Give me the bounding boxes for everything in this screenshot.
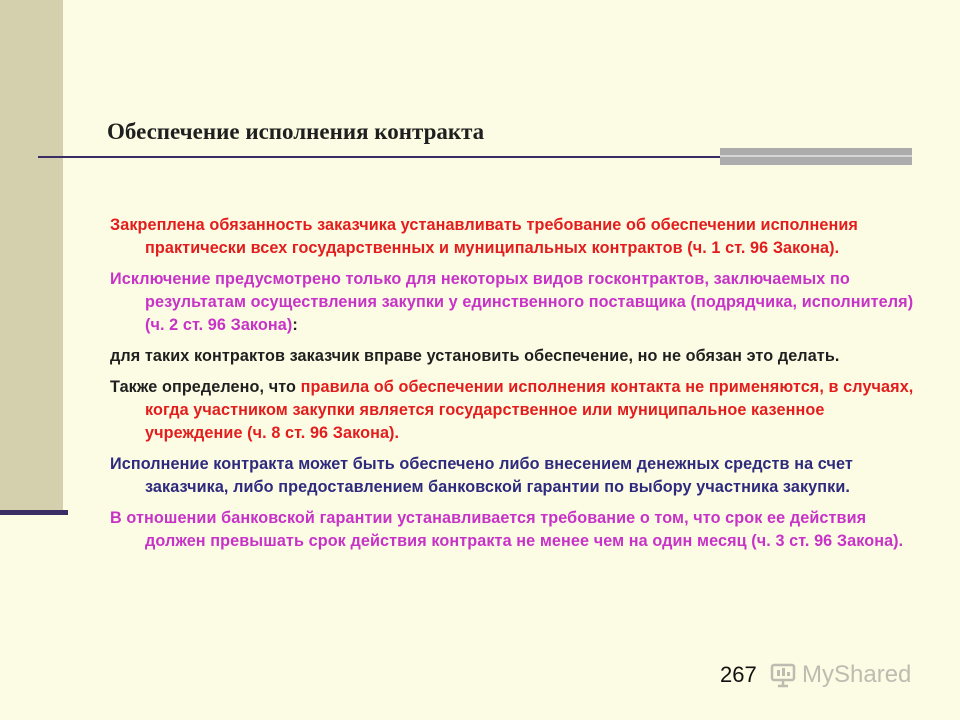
presentation-icon <box>770 662 796 688</box>
paragraph-exception <box>110 268 920 337</box>
paragraph-bank-guarantee <box>110 507 920 553</box>
watermark <box>770 660 911 690</box>
left-decorative-band <box>0 0 63 513</box>
paragraph-text: Закреплена обязанность заказчика устанавливать требование об обеспечении исполнения практически всех государственных и муниципальных контрактов (ч. 1 ст. 96 Закона). <box>110 216 858 257</box>
paragraph-optional <box>110 345 920 368</box>
paragraph-security-methods <box>110 453 920 499</box>
paragraph-text: Исполнение контракта может быть обеспечено либо внесением денежных средств на счет заказчика, либо предоставлением банковской гарантии по выбору участника закупки. <box>110 455 853 496</box>
paragraph-state-institutions <box>110 376 920 445</box>
watermark-text: MyShared <box>802 661 912 688</box>
slide-title: Обеспечение исполнения контракта <box>107 119 485 144</box>
paragraph-punctuation: : <box>292 316 298 334</box>
paragraph-text: В отношении банковской гарантии устанавливается требование о том, что срок ее действия должен превышать срок действия контракта не менее чем на один месяц (ч. 3 ст. 96 Закона). <box>110 509 904 550</box>
slide-body <box>110 214 920 561</box>
paragraph-text: Исключение предусмотрено только для некоторых видов госконтрактов, заключаемых по результатам осуществления закупки у единственного поставщика (подрядчика, исполнителя) (ч. 2 ст. 96 Закона) <box>110 270 914 334</box>
page-number: 267 <box>720 662 757 687</box>
paragraph-obligation <box>110 214 920 260</box>
title-accent-bar <box>720 148 912 165</box>
paragraph-text: для таких контрактов заказчик вправе установить обеспечение, но не обязан это делать. <box>110 347 840 365</box>
paragraph-text: правила об обеспечении исполнения контакта не применяются, в случаях, когда участником закупки является государственное или муниципальное казенное учреждение (ч. 8 ст. 96 Закона). <box>145 378 914 442</box>
paragraph-lead: Также определено, что <box>110 378 301 396</box>
left-band-underline <box>0 510 68 515</box>
